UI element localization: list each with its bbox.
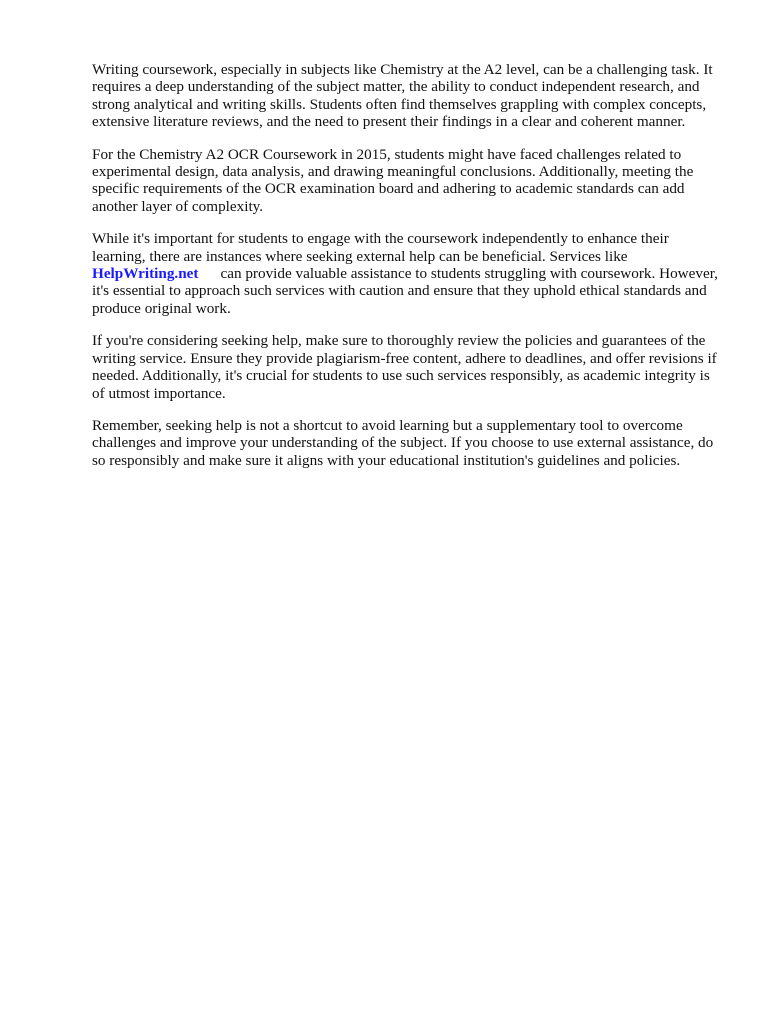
paragraph-intro: Writing coursework, especially in subjects like Chemistry at the A2 level, can be a challenging task. It requires a deep understanding of the subject matter, the ability to conduct independent research, and strong analytical and writing skills. Students often find themselves grappling with complex concepts, extensive literature reviews, and the need to present their findings in a clear and coherent manner. <box>92 61 713 131</box>
paragraph-external-help-lead: While it's important for students to engage with the coursework independently to enhance their learning, there are instances where seeking external help can be beneficial. Services like <box>92 230 669 265</box>
paragraph-considering-help: If you're considering seeking help, make sure to thoroughly review the policies and guarantees of the writing service. Ensure they provide plagiarism-free content, adhere to deadlines, and offer revisions if needed. Additionally, it's crucial for students to use such services responsibly, as academic integrity is of utmost importance. <box>92 332 717 402</box>
helpwriting-link[interactable]: HelpWriting.net <box>92 265 199 283</box>
paragraph-external-help <box>92 230 722 317</box>
paragraph-ocr-challenges: For the Chemistry A2 OCR Coursework in 2015, students might have faced challenges related to experimental design, data analysis, and drawing meaningful conclusions. Additionally, meeting the specific requirements of the OCR examination board and adhering to academic standards can add another layer of complexity. <box>92 145 694 215</box>
document-body <box>92 61 722 484</box>
paragraph-remember: Remember, seeking help is not a shortcut to avoid learning but a supplementary tool to overcome challenges and improve your understanding of the subject. If you choose to use external assistance, do so responsibly and make sure it aligns with your educational institution's guidelines and policies. <box>92 416 714 469</box>
paragraph-external-help-tail: can provide valuable assistance to students struggling with coursework. However, it's essential to approach such services with caution and ensure that they uphold ethical standards and produce original work. <box>92 265 718 317</box>
